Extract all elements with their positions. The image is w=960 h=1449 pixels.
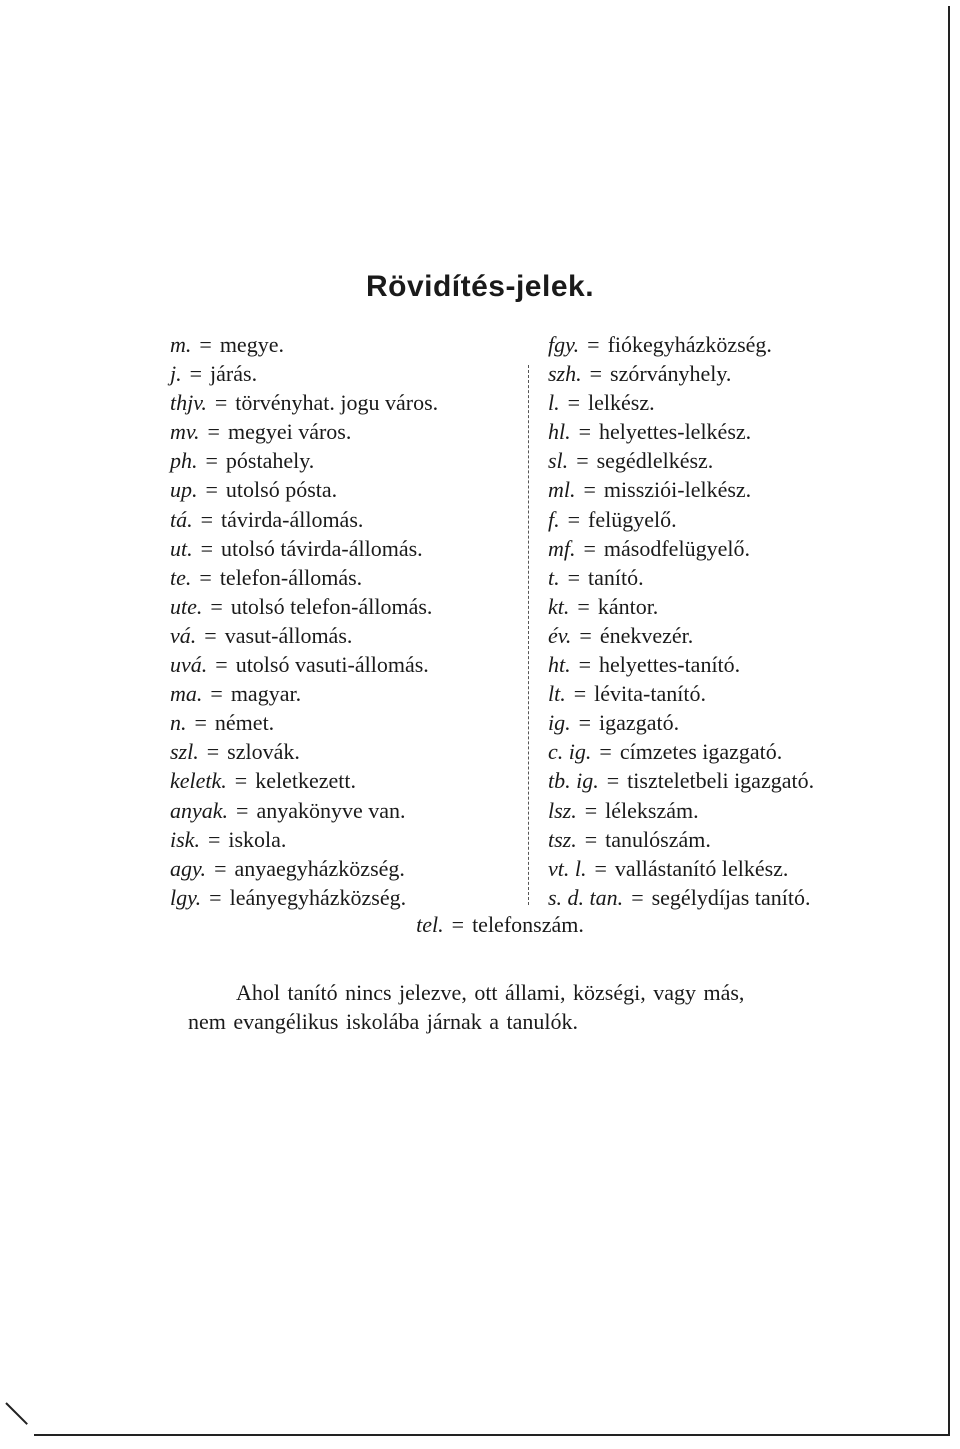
abbreviation: fgy. <box>548 332 580 357</box>
abbreviation-entry <box>548 766 814 795</box>
abbreviation-meaning: missziói-lelkész. <box>603 477 752 503</box>
abbreviation-meaning: póstahely. <box>225 448 315 474</box>
equals-sign: = <box>214 390 228 416</box>
abbreviation-meaning: magyar. <box>230 681 302 707</box>
abbreviation: te. <box>170 564 192 590</box>
abbreviation: tb. ig. <box>548 768 599 794</box>
abbreviation-entry <box>170 330 438 359</box>
abbreviation-meaning: tanító. <box>588 564 644 590</box>
abbreviation: anyak. <box>170 797 229 823</box>
abbreviation-meaning: vasut-állomás. <box>224 622 353 648</box>
abbreviation-entry <box>548 737 814 766</box>
abbreviation-entry <box>548 708 814 737</box>
abbreviation: ig. <box>548 710 571 736</box>
equals-sign: = <box>578 652 592 678</box>
abbreviation-meaning: vallástanító lelkész. <box>614 855 789 881</box>
equals-sign: = <box>584 797 598 823</box>
abbreviation: m. <box>170 332 192 357</box>
equals-sign: = <box>576 448 589 474</box>
abbreviation-entry <box>170 475 438 504</box>
page-edge-bottom <box>34 1434 950 1436</box>
abbreviation-meaning: felügyelő. <box>588 506 677 532</box>
equals-sign: = <box>204 622 217 648</box>
equals-sign: = <box>209 884 222 910</box>
abbreviation-entry <box>170 621 438 650</box>
abbreviation-entry <box>170 737 438 766</box>
abbreviation: ht. <box>548 652 571 678</box>
abbreviation-meaning: telefon-állomás. <box>219 564 363 590</box>
abbreviation: c. ig. <box>548 739 592 765</box>
abbreviation: up. <box>170 477 198 503</box>
abbreviation-entry <box>548 417 814 446</box>
abbreviation: tsz. <box>548 826 577 852</box>
abbreviation-entry <box>548 679 814 708</box>
abbreviation: vá. <box>170 622 197 648</box>
abbreviation: s. d. tan. <box>548 884 624 910</box>
abbreviation-meaning: lelkész. <box>588 390 655 416</box>
equals-sign: = <box>578 419 592 445</box>
abbreviation-meaning: tanulószám. <box>605 826 711 852</box>
abbreviation-meaning: utolsó telefon-állomás. <box>230 593 433 619</box>
abbreviation-meaning: anyakönyve van. <box>256 797 406 823</box>
abbreviation-entry <box>170 796 438 825</box>
abbreviation-meaning: igazgató. <box>599 710 680 736</box>
abbreviation: ute. <box>170 593 203 619</box>
abbreviation: vt. l. <box>548 855 587 881</box>
equals-sign: = <box>599 739 612 765</box>
abbreviation-meaning: helyettes-tanító. <box>599 652 741 678</box>
equals-sign: = <box>210 593 223 619</box>
abbreviation-entry <box>170 592 438 621</box>
abbreviation-meaning: utolsó vasuti-állomás. <box>235 652 429 678</box>
equals-sign: = <box>451 912 465 937</box>
equals-sign: = <box>200 506 214 532</box>
abbreviation: t. <box>548 564 560 590</box>
abbreviation: f. <box>548 506 560 532</box>
explanatory-note <box>188 978 744 1036</box>
equals-sign: = <box>194 710 207 736</box>
abbreviation: lt. <box>548 681 566 707</box>
equals-sign: = <box>205 477 218 503</box>
abbreviation: keletk. <box>170 768 227 794</box>
abbreviation: kt. <box>548 593 570 619</box>
abbreviation-entry <box>548 475 814 504</box>
equals-sign: = <box>631 884 644 910</box>
abbreviation: ma. <box>170 681 203 707</box>
equals-sign: = <box>199 564 212 590</box>
equals-sign: = <box>606 768 620 794</box>
abbreviation: szl. <box>170 739 199 765</box>
abbreviation: lsz. <box>548 797 577 823</box>
abbreviation: j. <box>170 361 182 387</box>
equals-sign: = <box>579 622 592 648</box>
abbreviation: n. <box>170 710 187 736</box>
equals-sign: = <box>584 826 598 852</box>
abbreviation-meaning: lévita-tanító. <box>594 681 706 707</box>
abbreviation: uvá. <box>170 652 208 678</box>
abbreviation-meaning: szlovák. <box>227 739 300 765</box>
abbreviation-entry <box>170 563 438 592</box>
abbreviation-meaning: lélekszám. <box>605 797 699 823</box>
abbreviation-meaning: anyaegyházközség. <box>234 855 405 881</box>
abbreviation-entry <box>548 563 814 592</box>
abbreviation-entry <box>170 359 438 388</box>
abbreviation-meaning: kántor. <box>597 593 659 619</box>
page-title: Rövidítés-jelek. <box>365 270 595 304</box>
abbreviation: mf. <box>548 535 576 561</box>
equals-sign: = <box>210 681 223 707</box>
abbreviation: mv. <box>170 419 200 445</box>
abbreviation-entry <box>548 592 814 621</box>
abbreviation-entry <box>170 708 438 737</box>
abbreviation: ut. <box>170 535 193 561</box>
abbreviation: tá. <box>170 506 193 532</box>
page-edge-corner <box>5 1402 28 1425</box>
abbreviation-meaning: megye. <box>219 332 284 357</box>
abbreviation-meaning: német. <box>214 710 275 736</box>
abbreviation-entry <box>548 505 814 534</box>
equals-sign: = <box>594 855 607 881</box>
abbreviation-meaning: énekvezér. <box>599 622 694 648</box>
abbreviation: l. <box>548 390 560 416</box>
abbreviation-meaning: leányegyházközség. <box>229 884 407 910</box>
abbreviation-entry <box>548 359 814 388</box>
abbreviation: év. <box>548 622 572 648</box>
equals-sign: = <box>567 564 581 590</box>
abbreviation: ml. <box>548 477 576 503</box>
abbreviation-entry <box>548 854 814 883</box>
abbreviation-meaning: törvényhat. jogu város. <box>235 390 439 416</box>
footer-meaning: telefonszám. <box>472 912 584 937</box>
abbreviation-meaning: segélydíjas tanító. <box>651 884 811 910</box>
abbreviation-meaning: másodfelügyelő. <box>603 535 750 561</box>
abbreviation-meaning: járás. <box>210 361 258 387</box>
equals-sign: = <box>189 361 203 387</box>
abbreviation-entry <box>170 534 438 563</box>
abbreviation: hl. <box>548 419 571 445</box>
abbreviation-meaning: távirda-állomás. <box>221 506 364 532</box>
abbreviation: szh. <box>548 361 582 387</box>
abbreviation-entry <box>170 417 438 446</box>
abbreviation-meaning: címzetes igazgató. <box>619 739 783 765</box>
abbreviation-entry <box>170 388 438 417</box>
abbreviation-entry <box>548 621 814 650</box>
equals-sign: = <box>236 797 249 823</box>
page-edge-right <box>948 6 950 1436</box>
abbreviation-meaning: helyettes-lelkész. <box>599 419 752 445</box>
abbreviation-entry <box>170 650 438 679</box>
abbreviation-entry <box>170 883 438 912</box>
equals-sign: = <box>205 448 218 474</box>
abbreviation-list-right <box>548 330 814 912</box>
equals-sign: = <box>214 855 227 881</box>
equals-sign: = <box>573 681 587 707</box>
note-line: nem evangélikus iskolába járnak a tanulók. <box>188 1009 578 1034</box>
abbreviation-list-left <box>170 330 438 912</box>
abbreviation-entry <box>548 330 814 359</box>
abbreviation-meaning: megyei város. <box>227 419 352 445</box>
abbreviation-meaning: tiszteletbeli igazgató. <box>627 768 815 794</box>
equals-sign: = <box>200 535 214 561</box>
abbreviation-meaning: szórványhely. <box>610 361 732 387</box>
abbreviation: thjv. <box>170 390 207 416</box>
equals-sign: = <box>577 593 590 619</box>
abbreviation-entry <box>170 825 438 854</box>
equals-sign: = <box>199 332 212 357</box>
abbreviation-entry <box>170 679 438 708</box>
abbreviation-entry <box>548 534 814 563</box>
abbreviation-entry <box>548 883 814 912</box>
abbreviation: sl. <box>548 448 569 474</box>
abbreviation-entry <box>170 446 438 475</box>
column-divider <box>528 365 529 905</box>
equals-sign: = <box>234 768 248 794</box>
abbreviation-meaning: utolsó távirda-állomás. <box>221 535 423 561</box>
abbreviation-meaning: fiókegyházközség. <box>607 332 772 357</box>
footer-entry <box>0 910 960 939</box>
abbreviation: ph. <box>170 448 198 474</box>
abbreviation: isk. <box>170 826 200 852</box>
abbreviation-entry <box>170 505 438 534</box>
equals-sign: = <box>215 652 228 678</box>
abbreviation: lgy. <box>170 884 202 910</box>
abbreviation-meaning: utolsó pósta. <box>225 477 338 503</box>
abbreviation-entry <box>170 854 438 883</box>
abbreviation-entry <box>170 766 438 795</box>
abbreviation-entry <box>548 825 814 854</box>
equals-sign: = <box>583 535 596 561</box>
abbreviation-meaning: segédlelkész. <box>596 448 714 474</box>
footer-abbreviation: tel. <box>416 912 444 937</box>
equals-sign: = <box>207 419 220 445</box>
abbreviation-entry <box>548 796 814 825</box>
equals-sign: = <box>567 390 581 416</box>
abbreviation-meaning: keletkezett. <box>255 768 356 794</box>
abbreviation-entry <box>548 650 814 679</box>
equals-sign: = <box>578 710 592 736</box>
abbreviation-entry <box>548 388 814 417</box>
note-line: Ahol tanító nincs jelezve, ott állami, községi, vagy más, <box>236 980 745 1005</box>
abbreviation: agy. <box>170 855 207 881</box>
abbreviation-meaning: iskola. <box>228 826 287 852</box>
equals-sign: = <box>567 506 581 532</box>
equals-sign: = <box>589 361 603 387</box>
abbreviation-entry <box>548 446 814 475</box>
equals-sign: = <box>206 739 220 765</box>
equals-sign: = <box>587 332 600 357</box>
equals-sign: = <box>207 826 221 852</box>
equals-sign: = <box>583 477 596 503</box>
